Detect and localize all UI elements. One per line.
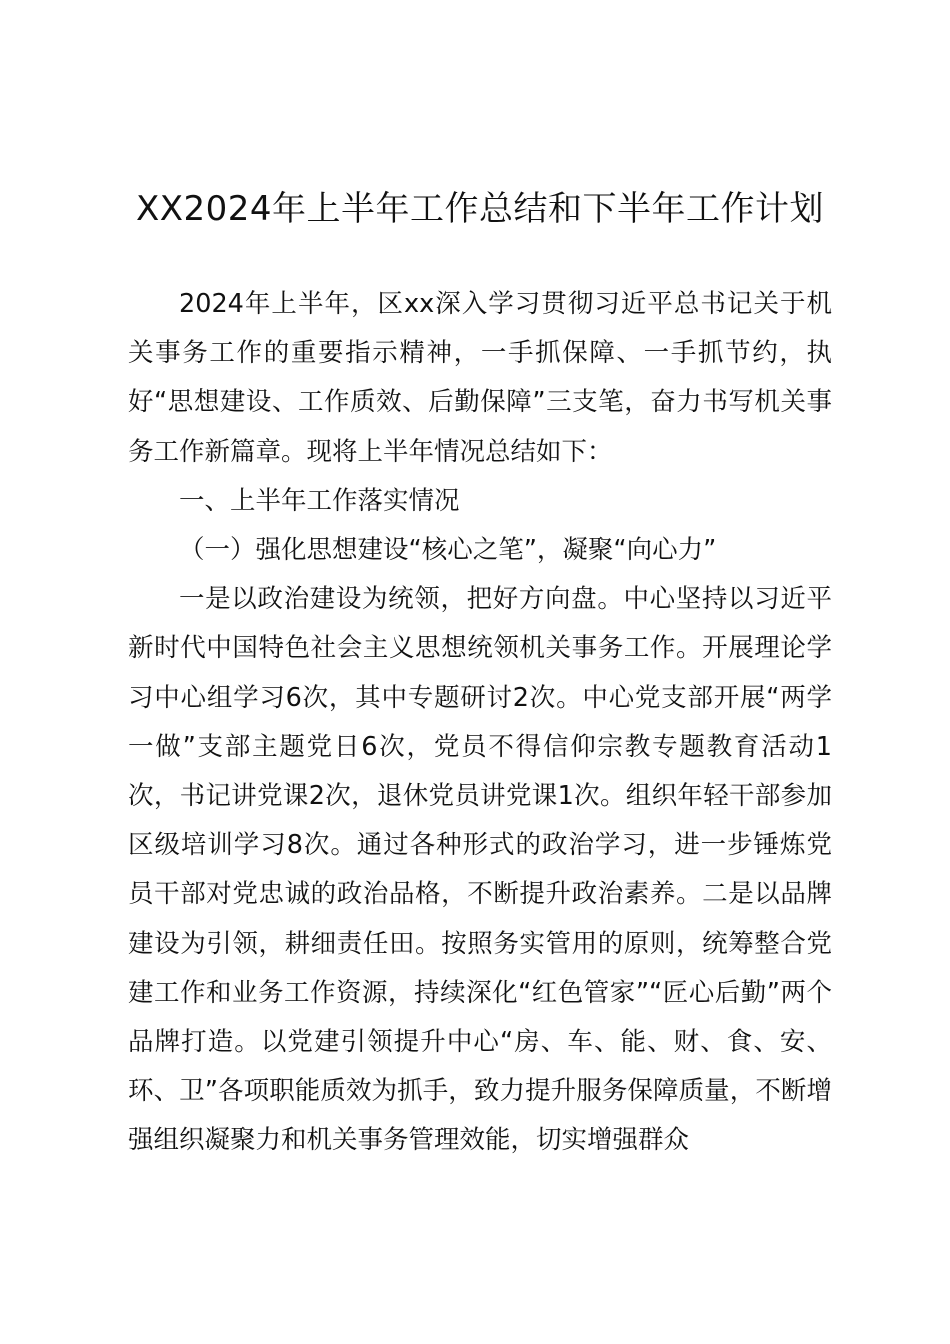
paragraph-body: 一是以政治建设为统领，把好方向盘。中心坚持以习近平新时代中国特色社会主义思想统领机关事务工作。开展理论学习中心组学习6次，其中专题研讨2次。中心党支部开展“两学一做”支部主题党日6次，党员不得信仰宗教专题教育活动1次，书记讲党课2次，退休党员讲党课1次。组织年轻干部参加区级培训学习8次。通过各种形式的政治学习，进一步锤炼党员干部对党忠诚的政治品格，不断提升政治素养。二是以品牌建设为引领，耕细责任田。按照务实管用的原则，统筹整合党建工作和业务工作资源，持续深化“红色管家”“匠心后勤”两个品牌打造。以党建引领提升中心“房、车、能、财、食、安、环、卫”各项职能质效为抓手，致力提升服务保障质量，不断增强组织凝聚力和机关事务管理效能，切实增强群众 — [128, 584, 832, 1156]
subsection-heading: （一）强化思想建设“核心之笔”，凝聚“向心力” — [179, 535, 717, 566]
section-heading: 一、上半年工作落实情况 — [179, 485, 460, 516]
document-body — [128, 280, 832, 1166]
paragraph-intro: 2024年上半年，区xx深入学习贯彻习近平总书记关于机关事务工作的重要指示精神，一手抓保障、一手抓节约，执好“思想建设、工作质效、后勤保障”三支笔，奋力书写机关事务工作新篇章。现将上半年情况总结如下： — [128, 289, 832, 467]
document-title: XX2024年上半年工作总结和下半年工作计划 — [135, 189, 825, 229]
